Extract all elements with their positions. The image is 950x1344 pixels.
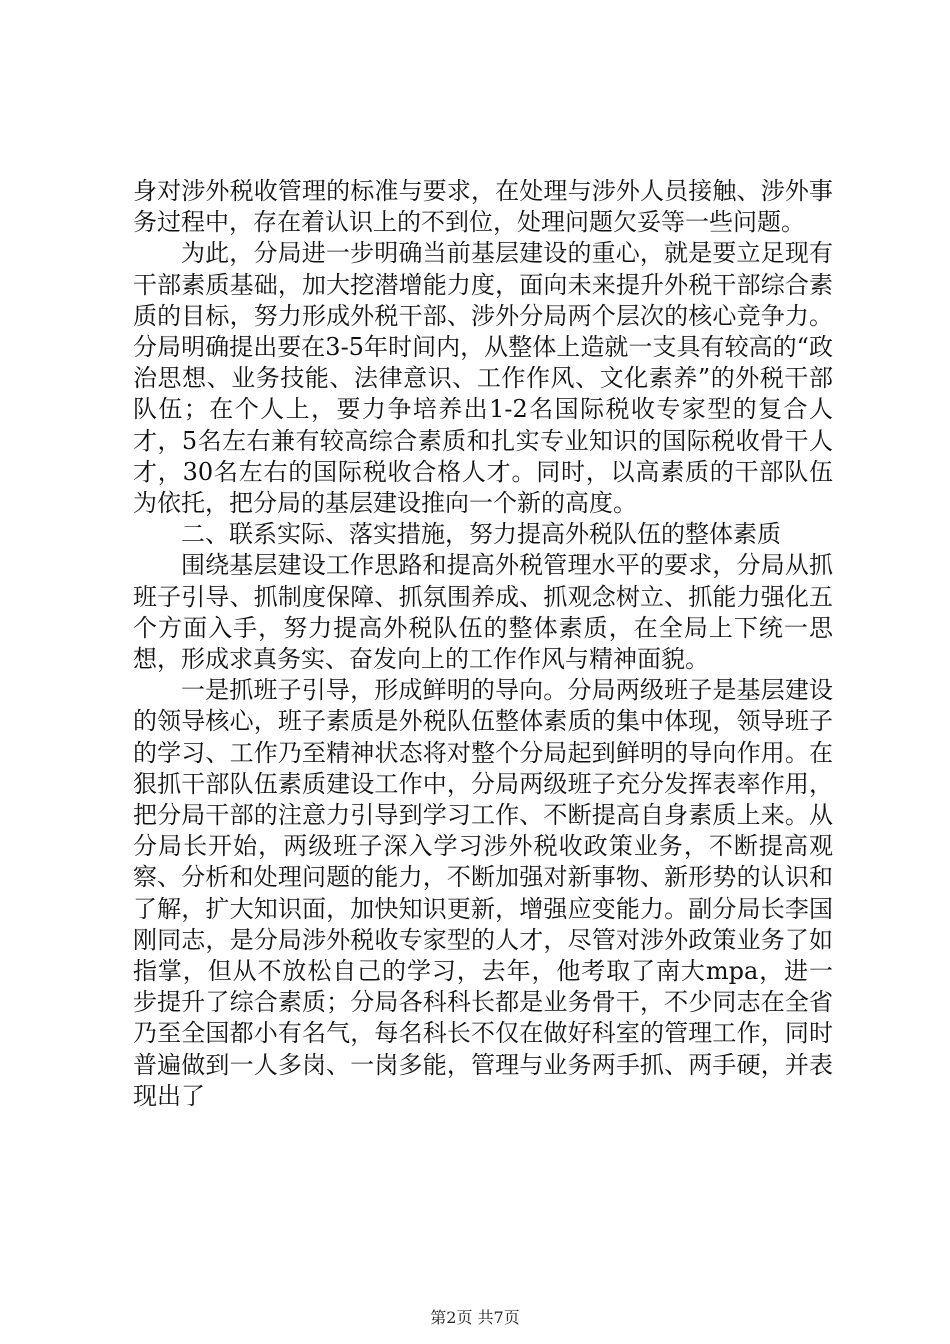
paragraph-1: 身对涉外税收管理的标准与要求，在处理与涉外人员接触、涉外事务过程中，存在着认识上的不到位，处理问题欠妥等一些问题。 [133,177,833,237]
section-heading: 二、联系实际、落实措施，努力提高外税队伍的整体素质 [181,520,781,549]
paragraph-4: 一是抓班子引导，形成鲜明的导向。分局两级班子是基层建设的领导核心，班子素质是外税队伍整体素质的集中体现，领导班子的学习、工作乃至精神状态将对整个分局起到鲜明的导向作用。在狠抓干部队伍素质建设工作中，分局两级班子充分发挥表率作用，把分局干部的注意力引导到学习工作、不断提高自身素质上来。从分局长开始，两级班子深入学习涉外税收政策业务，不断提高观察、分析和处理问题的能力，不断加强对新事物、新形势的认识和了解，扩大知识面，加快知识更新，增强应变能力。副分局长李国刚同志，是分局涉外税收专家型的人才，尽管对涉外政策业务了如指掌，但从不放松自己的学习，去年，他考取了南大mpa，进一步提升了综合素质；分局各科科长都是业务骨干，不少同志在全省乃至全国都小有名气，每名科长不仅在做好科室的管理工作，同时普遍做到一人多岗、一岗多能，管理与业务两手抓、两手硬，并表现出了 [133,676,833,1110]
page-footer: 第2页 共7页 [430,1308,520,1327]
paragraph-3: 围绕基层建设工作思路和提高外税管理水平的要求，分局从抓班子引导、抓制度保障、抓氛围养成、抓观念树立、抓能力强化五个方面入手，努力提高外税队伍的整体素质，在全局上下统一思想，形成求真务实、奋发向上的工作作风与精神面貌。 [133,551,833,674]
paragraph-2: 为此，分局进一步明确当前基层建设的重心，就是要立足现有干部素质基础，加大挖潜增能力度，面向未来提升外税干部综合素质的目标，努力形成外税干部、涉外分局两个层次的核心竞争力。分局明确提出要在3-5年时间内，从整体上造就一支具有较高的“政治思想、业务技能、法律意识、工作作风、文化素养”的外税干部队伍；在个人上，要力争培养出1-2名国际税收专家型的复合人才，5名左右兼有较高综合素质和扎实专业知识的国际税收骨干人才，30名左右的国际税收合格人才。同时，以高素质的干部队伍为依托，把分局的基层建设推向一个新的高度。 [133,239,833,518]
document-body [133,176,833,1112]
